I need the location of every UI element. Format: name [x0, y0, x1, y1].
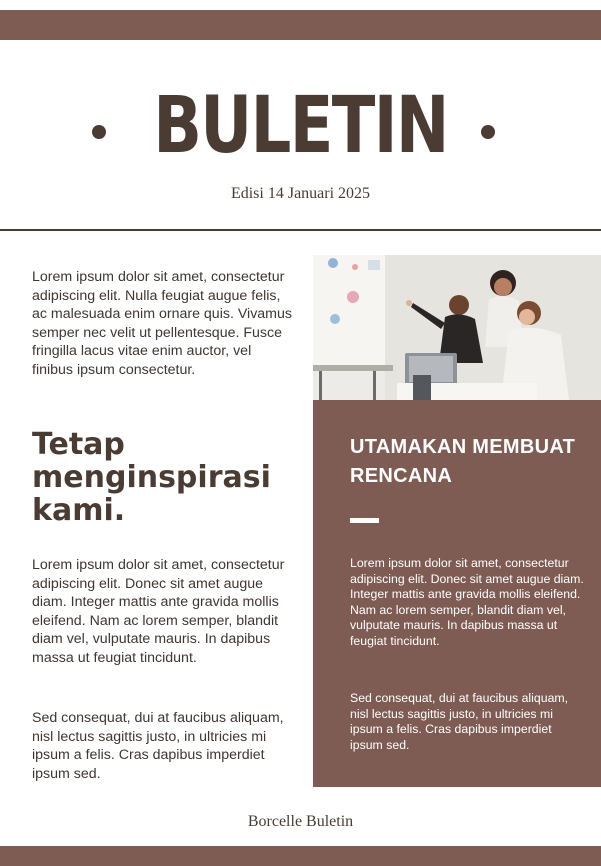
headline: Tetap menginspirasi kami.	[32, 427, 271, 528]
bottom-decorative-bar	[0, 846, 601, 866]
edition-date: Edisi 14 Januari 2025	[230, 185, 371, 202]
featured-panel	[313, 400, 601, 787]
page-title: BULETIN	[153, 81, 448, 171]
body-paragraph-2: Sed consequat, dui at faucibus aliquam, nisl lectus sagittis justo, in ultricies mi ipsum a felis. Cras dapibus imperdiet ipsum sed.	[32, 710, 284, 782]
top-decorative-bar	[0, 10, 601, 40]
photo-illustration	[313, 255, 601, 401]
body-paragraph-1: Lorem ipsum dolor sit amet, consectetur adipiscing elit. Donec sit amet augue diam. Integer mattis ante gravida mollis eleifend. Nam ac lorem semper, blandit diam vel, vulputate mauris. In dapibus massa ut feugiat tincidunt.	[32, 557, 285, 666]
footer-text: Borcelle Buletin	[247, 813, 354, 830]
panel-dash-divider	[350, 518, 379, 523]
office-meeting-photo	[313, 255, 601, 401]
title-wrap	[0, 76, 601, 186]
panel-title: UTAMAKAN MEMBUAT RENCANA	[350, 436, 576, 487]
header-divider	[0, 229, 601, 231]
right-bullet-dot	[481, 125, 495, 139]
panel-paragraph-1: Lorem ipsum dolor sit amet, consectetur adipiscing elit. Donec sit amet augue diam. Integer mattis ante gravida mollis eleifend. Nam ac lorem semper, blandit diam vel, vulputate mauris. In dapibus massa ut feugiat tincidunt.	[350, 556, 584, 648]
panel-paragraph-2: Sed consequat, dui at faucibus aliquam, nisl lectus sagittis justo, in ultricies mi ipsum a felis. Cras dapibus imperdiet ipsum sed.	[350, 691, 569, 752]
intro-paragraph: Lorem ipsum dolor sit amet, consectetur adipiscing elit. Nulla feugiat augue felis, ac malesuada enim ornare quis. Vivamus semper nec velit ut pellentesque. Fusce fringilla lacus vitae enim auctor, vel finibus ipsum consectetur.	[32, 269, 292, 378]
